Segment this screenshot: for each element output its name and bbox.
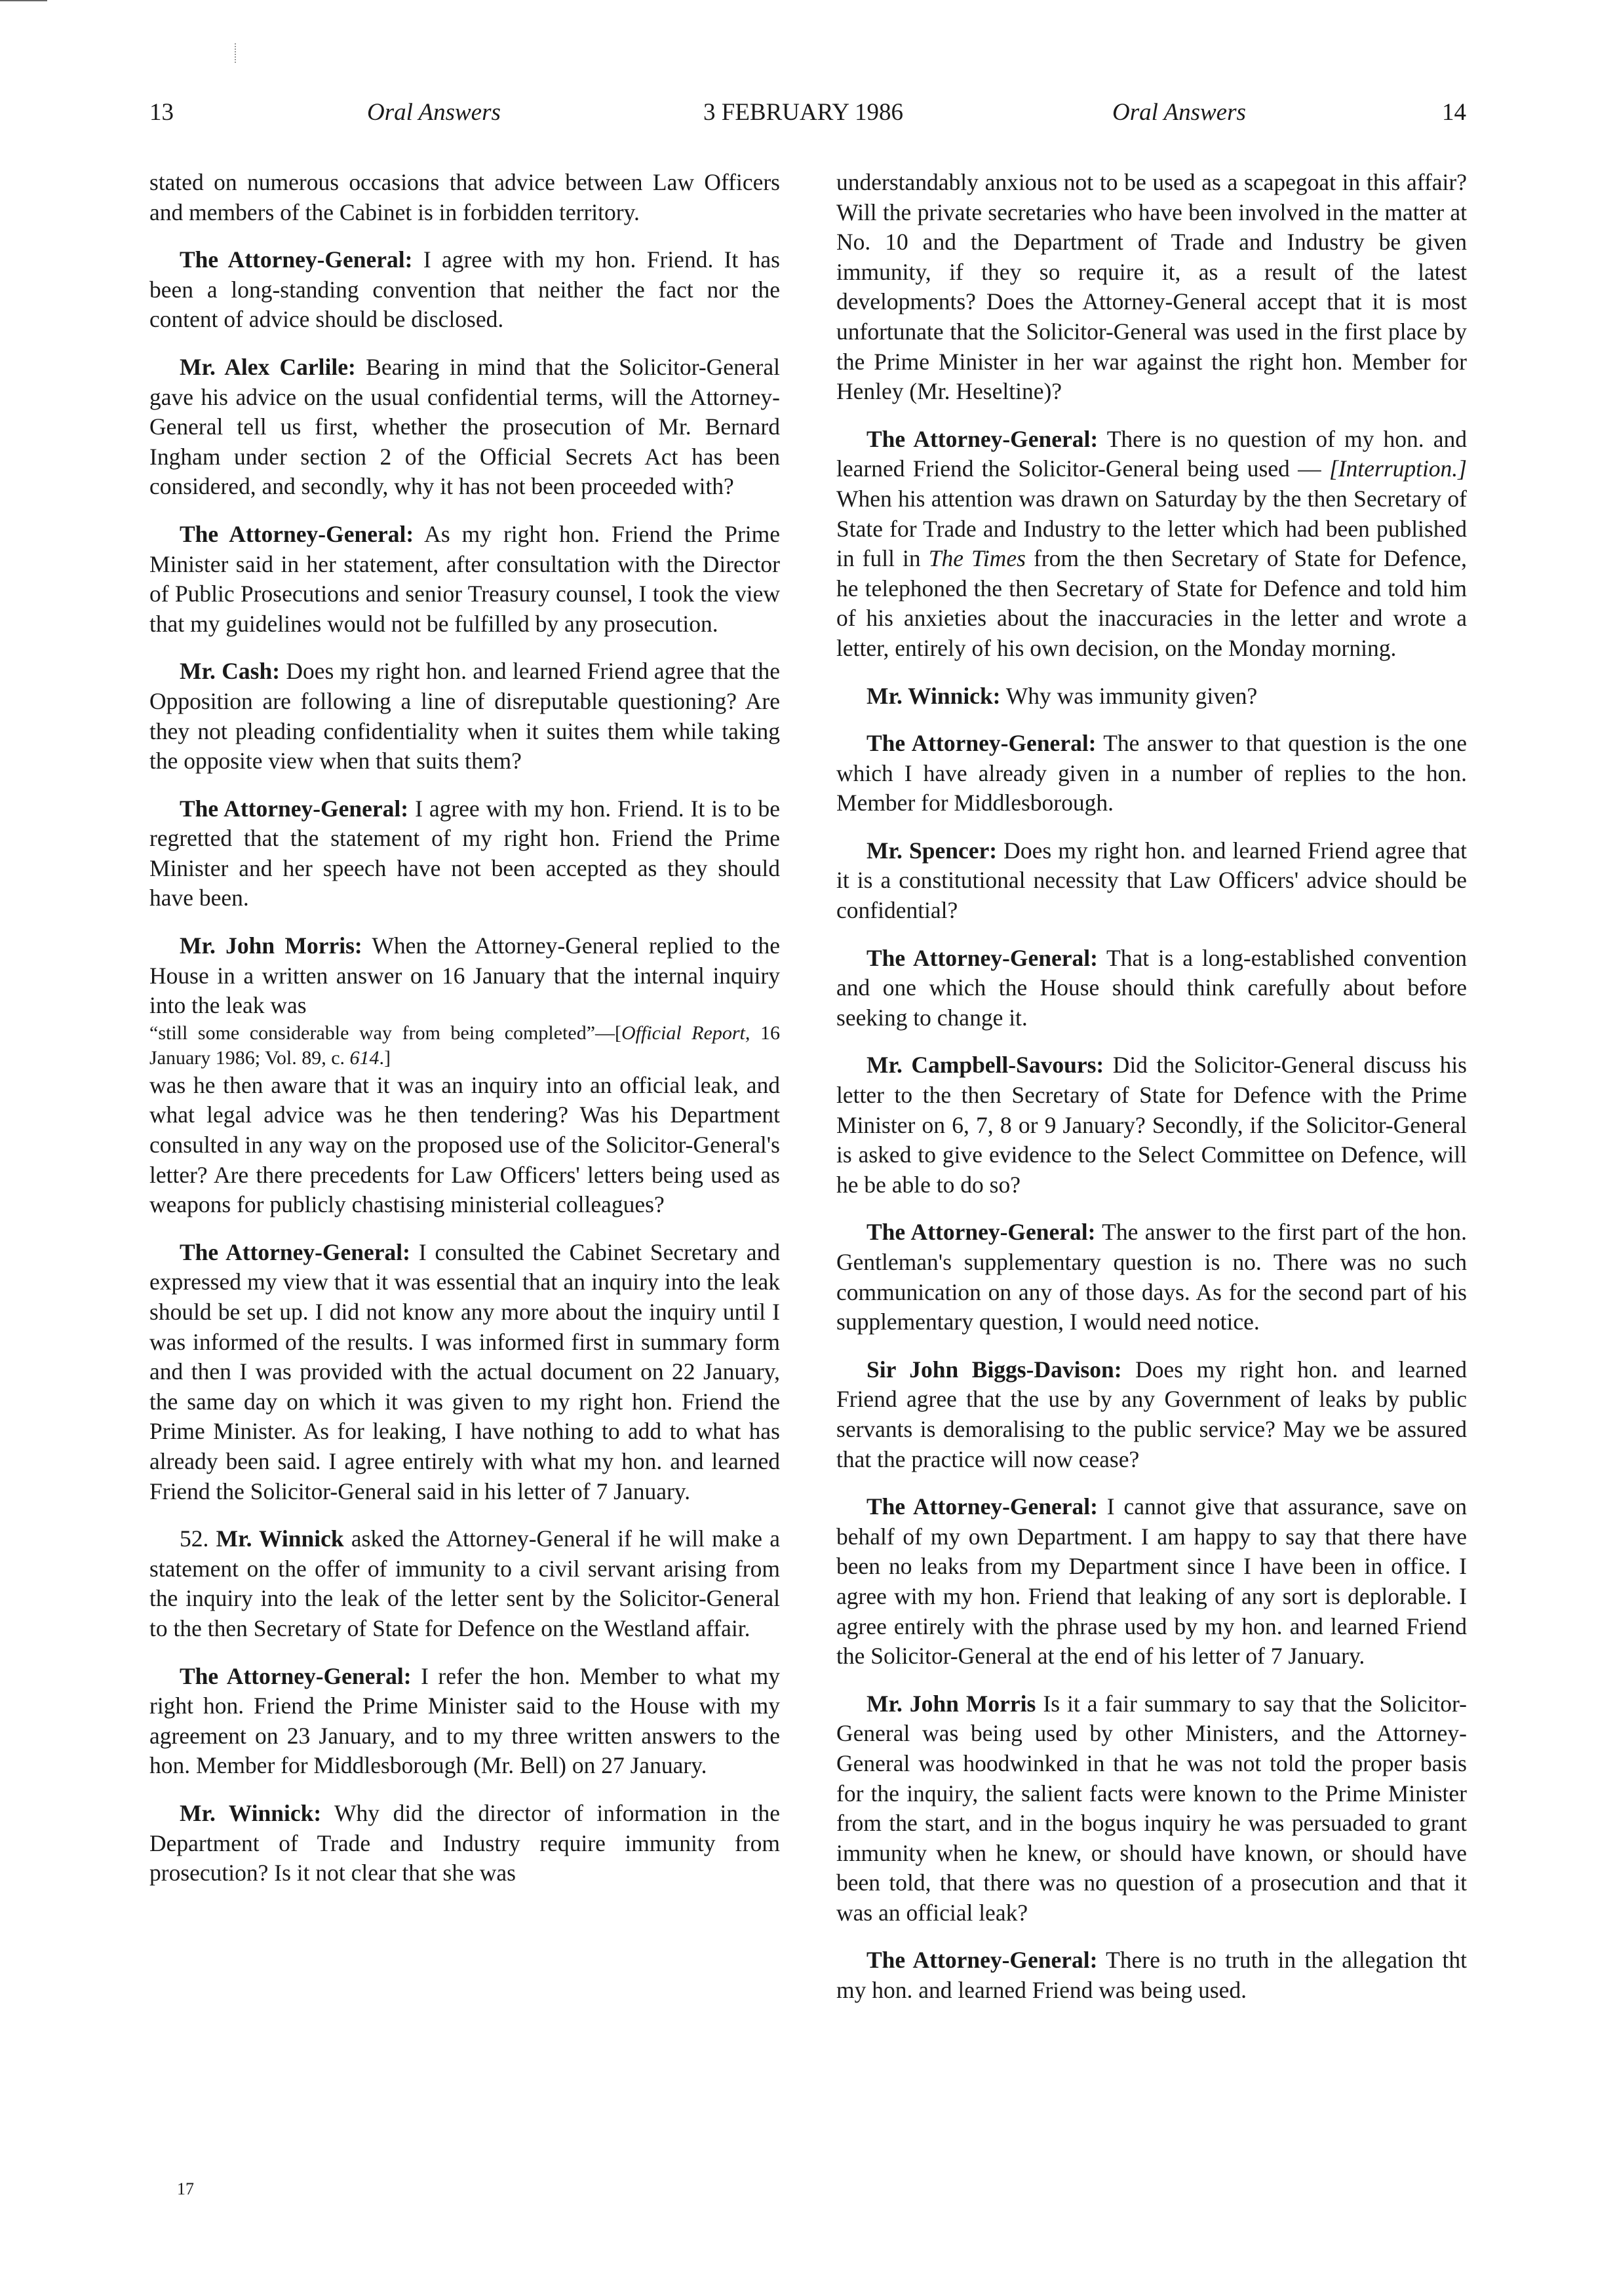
speaker: Mr. Spencer:: [866, 837, 998, 864]
paragraph: Mr. John Morris Is it a fair summary to say that the Solicitor-General was being used by other Ministers, and the Attorney-General was hoodwinked in that he was not told the proper basis for the inquiry, the salient facts were known to the Prime Minister from the start, and in the bogus inquiry he was persuaded to grant immunity when he knew, or should have known, or should have been told, that there was no question of a prosecution and that it was an official leak?: [836, 1690, 1467, 1926]
hansard-quotation: “still some considerable way from being completed”—[Official Report, 16 January 1986; Vol. 89, c. 614.]: [149, 1022, 780, 1069]
paragraph: Mr. Campbell-Savours: Did the Solicitor-General discuss his letter to the then Secretary of State for Defence with the Prime Minister on 6, 7, 8 or 9 January? Secondly, if the Solicitor-General is asked to give evidence to the Select Committee on Defence, will he be able to do so?: [836, 1052, 1467, 1198]
speaker: Mr. Campbell-Savours:: [866, 1052, 1104, 1079]
running-head-left: Oral Answers: [367, 99, 501, 126]
speaker: Mr. John Morris:: [180, 932, 362, 959]
paragraph: The Attorney-General: The answer to the first part of the hon. Gentleman's supplementary question is no. There was no such communication on any of those days. As for the second part of his supplementary question, I would need notice.: [836, 1219, 1468, 1335]
paragraph: The Attorney-General: The answer to that question is the one which I have already given in a number of replies to the hon. Member for Middlesborough.: [836, 730, 1467, 816]
speaker: The Attorney-General:: [180, 1238, 410, 1265]
speaker: The Attorney-General:: [180, 520, 414, 547]
speaker: The Attorney-General:: [866, 1493, 1098, 1520]
paragraph: Mr. Spencer: Does my right hon. and learned Friend agree that it is a constitutional necessity that Law Officers' advice should be confidential?: [836, 837, 1467, 924]
paragraph: The Attorney-General: There is no truth in the allegation tht my hon. and learned Friend was being used.: [836, 1947, 1467, 2004]
newspaper-title: The Times: [928, 545, 1026, 572]
speaker: Mr. Winnick:: [180, 1799, 322, 1826]
page-number-left: 13: [149, 99, 174, 126]
page-date: 3 FEBRUARY 1986: [703, 99, 903, 126]
paragraph-continuation: was he then aware that it was an inquiry into an official leak, and what legal advice was he then tendering? Was his Department consulted in any way on the proposed use of the Solicitor-General's letter? Are there precedents for Law Officers' letters being used as weapons for publicly chastising ministerial colleagues?: [149, 1071, 780, 1218]
paragraph: Mr. Winnick: Why was immunity given?: [866, 682, 1258, 709]
footer-mark: 17: [177, 2179, 194, 2198]
speaker: The Attorney-General:: [866, 1219, 1096, 1246]
paragraph: stated on numerous occasions that advice between Law Officers and members of the Cabinet is in forbidden territory.: [149, 169, 780, 225]
paragraph: Mr. Cash: Does my right hon. and learned Friend agree that the Opposition are following a line of disreputable questioning? Are they not pleading confidentiality when it suites them while taking the opposite view when that suits them?: [149, 658, 780, 775]
paragraph: The Attorney-General: I consulted the Cabinet Secretary and expressed my view that it was essential that an inquiry into the leak should be set up. I did not know any more about the inquiry until I was informed of the results. I was informed first in summary form and then I was provided with the actual document on 22 January, the same day on which it was given to my right hon. Friend the Prime Minister. As for leaking, I have nothing to add to what has already been said. I agree entirely with what my hon. and learned Friend the Solicitor-General said in his letter of 7 January.: [149, 1238, 780, 1504]
paragraph: The Attorney-General: I refer the hon. Member to what my right hon. Friend the Prime Minister said to the House with my agreement on 23 January, and to my three written answers to the hon. Member for Middlesborough (Mr. Bell) on 27 January.: [149, 1662, 780, 1779]
question-paragraph: 52. Mr. Winnick asked the Attorney-General if he will make a statement on the offer of immunity to a civil servant arising from the inquiry into the leak of the letter sent by the Solicitor-General to the then Secretary of State for Defence on the Westland affair.: [149, 1525, 780, 1641]
paragraph: The Attorney-General: I agree with my hon. Friend. It is to be regretted that the statement of my right hon. Friend the Prime Minister and her speech have not been accepted as they should have been.: [149, 795, 781, 911]
speaker: Sir John Biggs-Davison:: [866, 1356, 1122, 1383]
paragraph: The Attorney-General: That is a long-established convention and one which the House should think carefully about before seeking to change it.: [836, 944, 1467, 1031]
speaker: Mr. Winnick: [216, 1525, 344, 1552]
right-column: [836, 168, 1467, 2023]
speaker: The Attorney-General:: [180, 795, 409, 822]
interruption-note: [Interruption.]: [1329, 455, 1467, 482]
speaker: Mr. John Morris: [866, 1690, 1036, 1717]
speaker: Mr. Winnick:: [866, 682, 1001, 709]
paragraph: Mr. John Morris: When the Attorney-General replied to the House in a written answer on 16 January that the internal inquiry into the leak was: [149, 932, 780, 1019]
speaker: The Attorney-General:: [866, 944, 1098, 971]
speaker: The Attorney-General:: [866, 730, 1097, 757]
speaker: The Attorney-General:: [180, 1662, 412, 1689]
speaker: The Attorney-General:: [180, 246, 413, 273]
paragraph-continuation: understandably anxious not to be used as a scapegoat in this affair? Will the private secretaries who have been involved in the matter at No. 10 and the Department of Trade and Industry be given immunity, if they so require it, as a result of the latest developments? Does the Attorney-General accept that it is most unfortunate that the Solicitor-General was used in the first place by the Prime Minister in her war against the right hon. Member for Henley (Mr. Heseltine)?: [836, 169, 1467, 405]
speaker: Mr. Alex Carlile:: [180, 353, 356, 380]
speaker: The Attorney-General:: [866, 425, 1099, 452]
paragraph: Mr. Winnick: Why did the director of information in the Department of Trade and Industry require immunity from prosecution? Is it not clear that she was: [149, 1799, 780, 1886]
running-head-right: Oral Answers: [1112, 99, 1246, 126]
paragraph: Sir John Biggs-Davison: Does my right hon. and learned Friend agree that the use by any Government of leaks by public servants is demoralising to the public service? May we be assured that the practice will now cease?: [836, 1356, 1467, 1472]
paragraph: The Attorney-General: There is no question of my hon. and learned Friend the Solicitor-General being used — [Interruption.] When his attention was drawn on Saturday by the then Secretary of State for Trade and Industry to the letter which had been published in full in The Times from the then Secretary of State for Defence, he telephoned the then Secretary of State for Defence and told him of his anxieties about the inaccuracies in the letter and wrote a letter, entirely of his own decision, on the Monday morning.: [836, 425, 1468, 661]
speaker: Mr. Cash:: [180, 658, 281, 685]
paragraph: The Attorney-General: I cannot give that assurance, save on behalf of my own Department. I am happy to say that there have been no leaks from my Department since I have been in office. I agree with my hon. Friend that leaking of any sort is deplorable. I agree entirely with the phrase used by my hon. and learned Friend the Solicitor-General at the end of his letter of 7 January.: [836, 1493, 1467, 1670]
speaker: The Attorney-General:: [866, 1947, 1098, 1974]
paragraph: The Attorney-General: I agree with my hon. Friend. It has been a long-standing convention that neither the fact nor the content of advice should be disclosed.: [149, 246, 780, 333]
page-number-right: 14: [1442, 99, 1466, 126]
paragraph: The Attorney-General: As my right hon. Friend the Prime Minister said in her statement, after consultation with the Director of Public Prosecutions and senior Treasury counsel, I took the view that my guidelines would not be fulfilled by any prosecution.: [149, 520, 780, 637]
paragraph: Mr. Alex Carlile: Bearing in mind that the Solicitor-General gave his advice on the usual confidential terms, will the Attorney-General tell us first, whether the prosecution of Mr. Bernard Ingham under section 2 of the Official Secrets Act has been considered, and secondly, why it has not been proceeded with?: [149, 353, 780, 500]
top-edge-rule: [0, 0, 47, 1]
scan-speck: [235, 43, 238, 63]
left-column: [149, 168, 780, 1906]
